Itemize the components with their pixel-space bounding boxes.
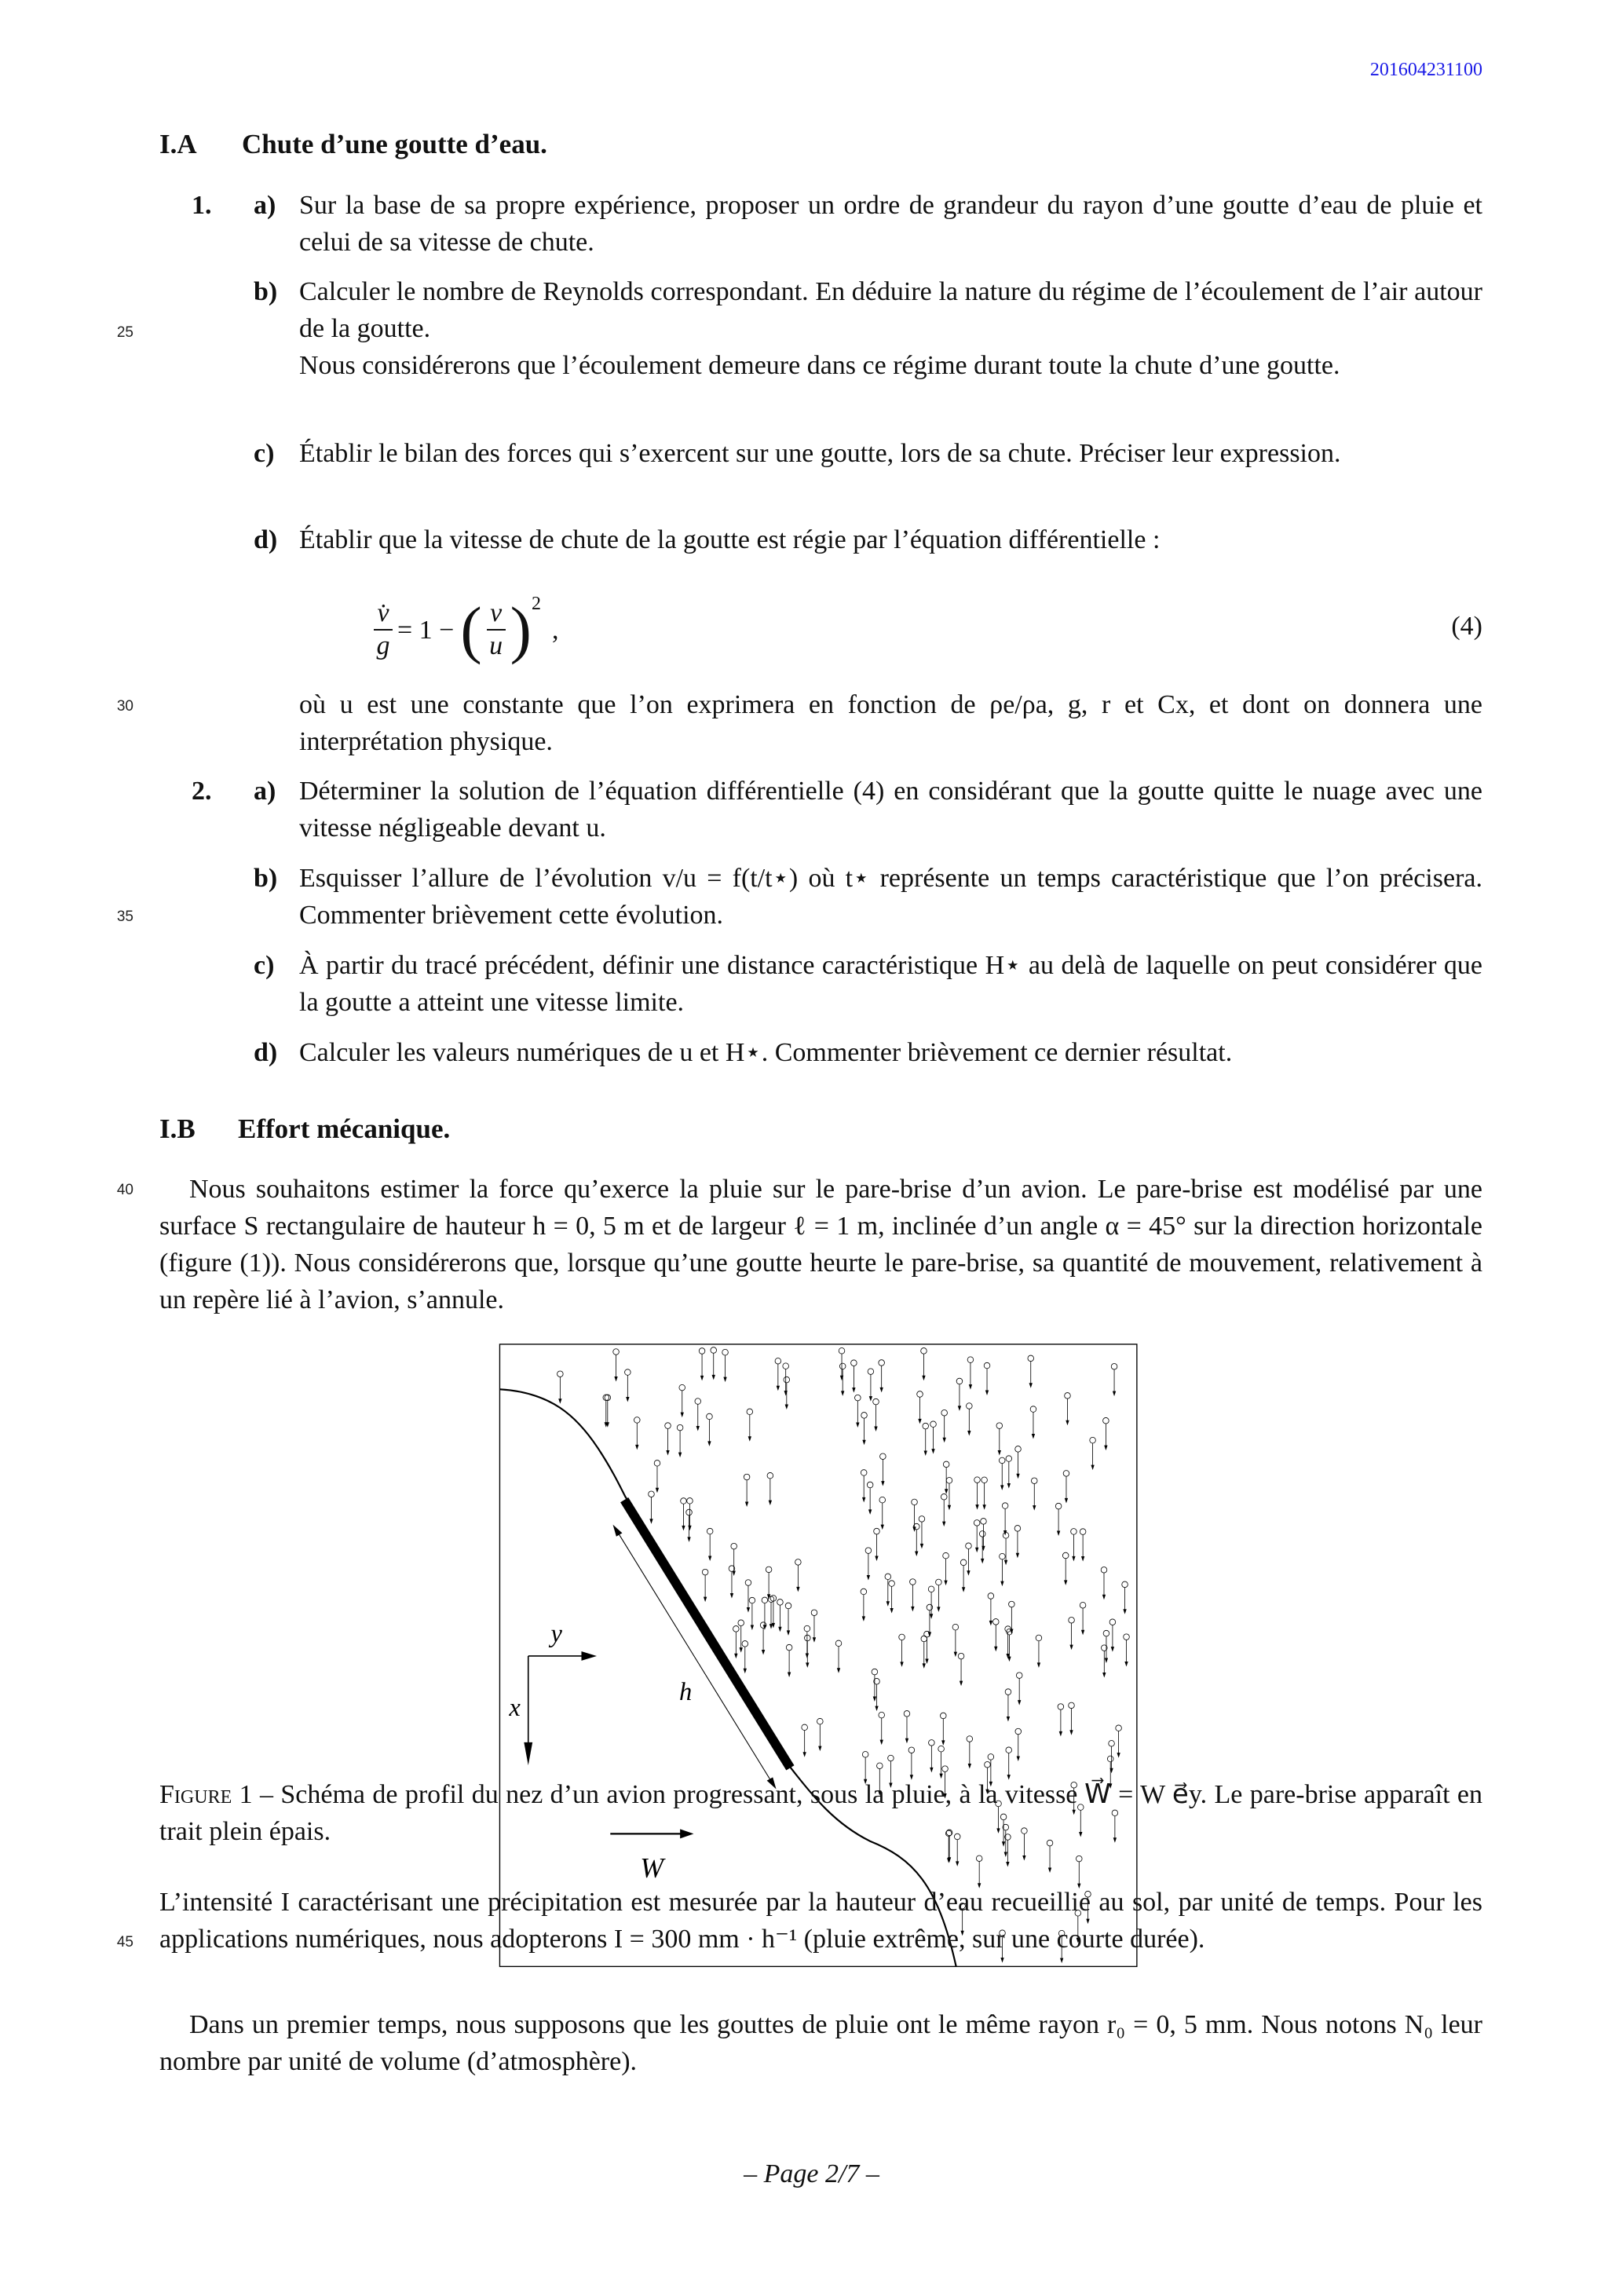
raindrop <box>1014 1526 1021 1559</box>
raindrop <box>992 1619 999 1652</box>
question-text: Esquisser l’allure de l’évolution v/u = f(t/t⋆) où t⋆ représente un temps caractéristique que l’on précisera. Commenter brièvement cette évolution. <box>299 864 1482 930</box>
label-w: W <box>640 1852 663 1884</box>
raindrop <box>974 1520 980 1553</box>
raindrop <box>767 1472 773 1505</box>
raindrop <box>899 1634 905 1667</box>
caption-figure-label: Figure 1 <box>159 1780 253 1809</box>
raindrop <box>557 1371 564 1404</box>
question-text: Établir le bilan des forces qui s’exercent sur une goutte, lors de sa chute. Préciser leur expression. <box>299 439 1341 468</box>
line-number: 30 <box>116 698 133 715</box>
section-heading-ia <box>159 126 547 163</box>
raindrop <box>745 1580 751 1613</box>
raindrop <box>742 1641 748 1674</box>
paragraph-windshield: Nous souhaitons estimer la force qu’exerce la pluie sur le pare-brise d’un avion. Le pare-brise est modélisé par une surface S rectangulaire de hauteur h = 0, 5 m et de largeur ℓ = 1 m, inclinée d’un angle α = 45° sur la direction horizontale (figure (1)). Nous considérerons que, lorsque qu’une goutte heurte le pare-brise, sa quantité de mouvement, relativement à un repère lié à l’avion, s’annule. <box>159 1175 1482 1314</box>
raindrop <box>865 1548 872 1581</box>
raindrop <box>1030 1406 1036 1439</box>
raindrop <box>917 1391 923 1424</box>
raindrop <box>952 1624 959 1657</box>
aircraft-nose-profile <box>499 1389 956 1966</box>
document-id: 201604231100 <box>1369 60 1482 80</box>
raindrop <box>1090 1437 1096 1470</box>
raindrop <box>835 1640 842 1673</box>
raindrop <box>861 1413 868 1446</box>
raindrop <box>996 1423 1003 1456</box>
raindrop <box>1116 1725 1122 1758</box>
raindrop <box>912 1499 918 1532</box>
raindrop <box>785 1603 791 1636</box>
raindrop <box>811 1610 817 1643</box>
explanation-text: où u est une constante que l’on exprimera en fonction de ρe/ρa, g, r et Cx, et dont on donnera une interprétation physique. <box>299 690 1482 756</box>
raindrop <box>1063 1471 1069 1504</box>
raindrop <box>943 1552 949 1585</box>
raindrop <box>1124 1634 1130 1667</box>
question-text: Sur la base de sa propre expérience, proposer un ordre de grandeur du rayon d’une goutte d’eau de pluie et celui de sa vitesse de chute. <box>299 191 1482 257</box>
raindrop <box>634 1417 641 1450</box>
raindrop <box>1006 1747 1012 1780</box>
raindrop <box>1101 1567 1107 1600</box>
question-1b <box>192 273 1482 384</box>
raindrop <box>966 1543 972 1576</box>
section-number: I.A <box>159 129 197 159</box>
raindrop <box>766 1567 772 1600</box>
question-label: b) <box>254 277 278 306</box>
raindrop <box>861 1589 867 1621</box>
height-arrow <box>615 1527 775 1786</box>
line-number: 45 <box>116 1934 133 1951</box>
question-number: 2. <box>192 777 212 806</box>
raindrop <box>936 1579 942 1612</box>
raindrop <box>938 1746 945 1779</box>
question-text: Calculer le nombre de Reynolds correspondant. En déduire la nature du régime de l’écoulement de l’air autour de la goutte. <box>299 277 1482 343</box>
question-1a <box>192 187 1482 261</box>
raindrop <box>974 1477 981 1510</box>
raindrop <box>802 1724 808 1757</box>
section-heading-ib <box>159 1110 450 1147</box>
denominator: g <box>376 631 390 660</box>
line-number: 25 <box>116 324 133 341</box>
raindrop <box>707 1413 713 1446</box>
raindrop <box>654 1461 660 1493</box>
raindrop <box>885 1574 891 1607</box>
raindrop <box>967 1736 973 1769</box>
numerator: v̇ <box>377 598 389 627</box>
raindrop <box>1015 1446 1022 1479</box>
raindrop <box>946 1478 952 1511</box>
raindrop <box>681 1498 687 1531</box>
raindrop <box>1003 1533 1009 1566</box>
raindrop <box>665 1423 671 1456</box>
equals-one-minus: = 1 − <box>397 615 455 645</box>
question-label: c) <box>254 951 275 980</box>
raindrop <box>851 1360 857 1393</box>
raindrop <box>1005 1626 1011 1659</box>
raindrop <box>908 1747 915 1780</box>
raindrop <box>1055 1503 1062 1536</box>
question-2a <box>192 773 1482 846</box>
exponent: 2 <box>531 594 541 614</box>
raindrop <box>999 1457 1005 1490</box>
raindrop <box>967 1357 974 1390</box>
comma: , <box>551 615 559 645</box>
raindrop <box>868 1369 874 1402</box>
raindrop <box>817 1718 824 1751</box>
raindrop <box>879 1712 885 1745</box>
raindrop <box>1111 1363 1117 1396</box>
x-axis-arrowhead <box>524 1742 532 1765</box>
raindrop <box>927 1604 933 1637</box>
raindrop <box>777 1600 784 1632</box>
raindrop <box>1080 1529 1086 1562</box>
figure-frame <box>499 1344 1136 1966</box>
raindrop <box>722 1349 729 1382</box>
caption-text: – Schéma de profil du nez d’un avion progressant, sous la pluie, à la vitesse W⃗ = W e⃗y. Le pare-brise apparaît en trait plein épais. <box>159 1780 1482 1846</box>
raindrop <box>1122 1581 1128 1614</box>
question-label: b) <box>254 864 278 893</box>
raindrop <box>958 1653 964 1686</box>
raindrop <box>707 1528 713 1561</box>
paragraph-intensity: L’intensité I caractérisant une précipitation est mesurée par la hauteur d’eau recueillie au sol, par unité de temps. Pour les applications numériques, nous adopterons I = 300 mm · h⁻¹ (pluie extrême, sur une courte durée). <box>159 1888 1482 1954</box>
raindrop <box>805 1635 811 1668</box>
raindrop <box>1028 1355 1034 1388</box>
label-h: h <box>679 1677 693 1706</box>
line-number: 40 <box>116 1182 133 1198</box>
raindrop <box>941 1713 947 1746</box>
fraction-left <box>374 598 393 662</box>
raindrop <box>873 1398 879 1431</box>
question-1c <box>192 435 1482 472</box>
raindrop <box>679 1384 685 1417</box>
raindrop <box>695 1398 701 1431</box>
raindrop <box>677 1424 683 1457</box>
raindrop <box>1069 1617 1075 1650</box>
raindrop <box>839 1363 846 1396</box>
section-title: Chute d’une goutte d’eau. <box>242 129 547 159</box>
question-2d <box>192 1034 1482 1071</box>
raindrop <box>967 1403 973 1436</box>
figure-1-diagram <box>487 1335 1146 1884</box>
label-x: x <box>509 1693 521 1722</box>
raindrop <box>804 1625 810 1658</box>
raindrop <box>880 1453 886 1486</box>
question-number: 1. <box>192 191 212 220</box>
raindrop <box>1006 1456 1012 1489</box>
equation-number: (4) <box>1451 612 1482 641</box>
raindrop <box>711 1347 717 1380</box>
raindrop <box>747 1409 753 1442</box>
raindrop <box>1002 1503 1008 1536</box>
raindrop <box>1062 1552 1069 1585</box>
raindrop <box>702 1569 708 1602</box>
raindrop <box>928 1586 934 1619</box>
line-number: 35 <box>116 909 133 925</box>
denominator: u <box>489 631 503 660</box>
raindrop <box>749 1597 755 1630</box>
raindrop <box>867 1482 873 1515</box>
raindrop <box>625 1369 631 1402</box>
raindrop <box>649 1491 655 1524</box>
raindrop <box>1109 1619 1116 1652</box>
raindrop <box>760 1622 766 1655</box>
raindrop <box>738 1620 744 1653</box>
raindrop <box>910 1579 916 1612</box>
raindrop <box>733 1626 740 1659</box>
raindrop <box>1000 1553 1006 1586</box>
raindrop <box>981 1477 988 1510</box>
raindrop <box>699 1348 705 1381</box>
raindrop <box>904 1711 910 1744</box>
raindrop <box>795 1559 802 1592</box>
windshield <box>624 1500 790 1768</box>
question-text: Établir que la vitesse de chute de la goutte est régie par l’équation différentielle : <box>299 525 1161 554</box>
raindrop <box>960 1559 967 1592</box>
raindrop <box>984 1362 990 1395</box>
raindrop <box>930 1421 937 1454</box>
question-note: Nous considérerons que l’écoulement demeure dans ce régime durant toute la chute d’une goutte. <box>299 351 1340 380</box>
raindrop <box>879 1360 885 1393</box>
section-title: Effort mécanique. <box>238 1113 451 1144</box>
raindrop <box>775 1358 781 1391</box>
section-number: I.B <box>159 1113 196 1144</box>
raindrop <box>613 1349 620 1382</box>
raindrop <box>941 1493 947 1526</box>
raindrop <box>1015 1728 1022 1761</box>
question-label: d) <box>254 1038 278 1067</box>
raindrop <box>744 1474 750 1507</box>
raindrop <box>855 1395 861 1428</box>
raindrop <box>731 1543 737 1576</box>
label-y: y <box>550 1620 562 1649</box>
raindrop <box>929 1740 935 1773</box>
raindrop <box>1016 1673 1022 1706</box>
raindrop <box>786 1644 792 1677</box>
page-number: – Page 2/7 – <box>744 2159 879 2188</box>
raindrop <box>1065 1393 1071 1426</box>
raindrop <box>1080 1603 1086 1636</box>
raindrop <box>687 1498 693 1531</box>
raindrop <box>1109 1741 1115 1774</box>
raindrop <box>923 1423 929 1456</box>
raindrop <box>762 1597 768 1630</box>
y-axis-arrowhead <box>581 1651 597 1661</box>
raindrop <box>1036 1635 1042 1668</box>
raindrop <box>889 1581 895 1614</box>
raindrop <box>956 1378 963 1411</box>
raindrop <box>921 1348 927 1381</box>
question-2c <box>192 947 1482 1021</box>
raindrop <box>921 1636 927 1669</box>
question-text: À partir du tracé précédent, définir une distance caractéristique H⋆ au delà de laquelle on peut considérer que la goutte a atteint une vitesse limite. <box>299 951 1482 1017</box>
question-label: c) <box>254 439 275 468</box>
paragraph-drop-radius: Dans un premier temps, nous supposons que les gouttes de pluie ont le même rayon r₀ = 0, 5 mm. Nous notons N₀ leur nombre par unité de volume (d’atmosphère). <box>159 2010 1482 2076</box>
raindrop <box>1069 1702 1075 1735</box>
raindrop <box>1071 1529 1077 1562</box>
question-label: a) <box>254 777 276 806</box>
raindrop <box>941 1409 948 1442</box>
raindrop <box>1058 1704 1064 1737</box>
question-text: Déterminer la solution de l’équation différentielle (4) en considérant que la goutte quitte le nuage avec une vitesse négligeable devant u. <box>299 777 1482 843</box>
figure-caption <box>159 1776 1482 1850</box>
question-1d <box>192 521 1482 558</box>
fraction-right <box>487 598 506 662</box>
equation-explanation <box>192 686 1482 760</box>
numerator: v <box>490 598 503 627</box>
raindrop <box>1103 1417 1109 1450</box>
raindrop <box>879 1497 886 1530</box>
raindrop <box>1031 1478 1037 1511</box>
raindrop <box>861 1470 867 1503</box>
question-text: Calculer les valeurs numériques de u et H⋆. Commenter brièvement ce dernier résultat. <box>299 1038 1233 1067</box>
question-label: d) <box>254 525 278 554</box>
raindrop <box>874 1528 880 1561</box>
question-2b <box>192 860 1482 934</box>
raindrop <box>1005 1689 1011 1722</box>
raindrop <box>919 1516 925 1549</box>
raindrop <box>839 1348 845 1381</box>
question-label: a) <box>254 191 276 220</box>
equation-4: $\frac{v̇}{g}$ = 1 − ( $\frac{v}{u}$ ) 2 , <box>369 590 558 669</box>
height-arrowhead-top <box>613 1525 623 1537</box>
